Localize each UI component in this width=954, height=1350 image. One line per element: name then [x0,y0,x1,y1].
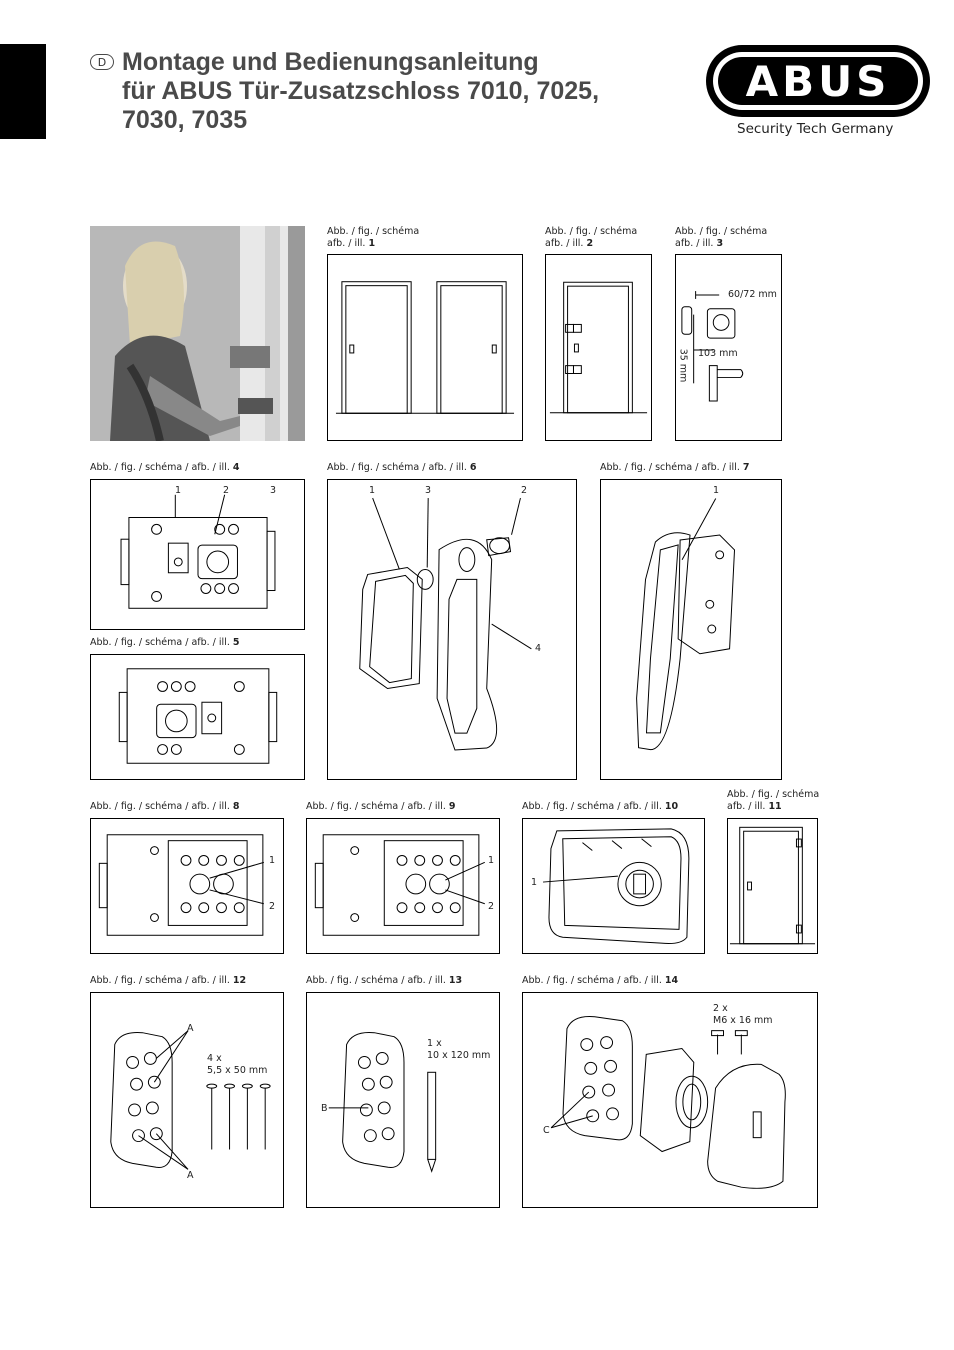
figure-2 [545,254,652,441]
title-line-3: 7030, 7035 [122,106,248,134]
title-line-1: Montage und Bedienungsanleitung [122,48,539,76]
fig6-label-2: 2 [521,485,528,496]
fig14-spec: M6 x 16 mm [713,1015,773,1026]
caption-fig-10: Abb. / fig. / schéma / afb. / ill. 10 [522,801,679,812]
caption-fig-7: Abb. / fig. / schéma / afb. / ill. 7 [600,462,750,473]
caption-fig-4: Abb. / fig. / schéma / afb. / ill. 4 [90,462,240,473]
fig10-label-1: 1 [531,877,538,888]
caption-fig-12: Abb. / fig. / schéma / afb. / ill. 12 [90,975,247,986]
caption-fig-2: Abb. / fig. / schéma afb. / ill. 2 [545,226,638,249]
caption-fig-1: Abb. / fig. / schéma afb. / ill. 1 [327,226,420,249]
caption-fig-13: Abb. / fig. / schéma / afb. / ill. 13 [306,975,463,986]
fig6-label-1: 1 [369,485,376,496]
figure-11 [727,818,818,954]
dim-depth-label: 103 mm [698,348,738,359]
caption-fig-11: Abb. / fig. / schéma afb. / ill. 11 [727,789,820,812]
caption-fig-6: Abb. / fig. / schéma / afb. / ill. 6 [327,462,477,473]
figure-7 [600,479,782,780]
figure-14 [522,992,818,1208]
fig8-label-2: 2 [269,901,276,912]
logo-text: ABUS [745,57,891,106]
fig12-qty: 4 x [207,1053,222,1064]
fig12-spec: 5,5 x 50 mm [207,1065,268,1076]
dim-width-label: 60/72 mm [728,289,777,300]
figure-9 [306,818,500,954]
figure-1 [327,254,523,441]
tagline: Security Tech Germany [737,121,894,137]
fig12-label-a-top: A [187,1023,194,1034]
figure-3 [675,254,782,441]
title-line-2: für ABUS Tür-Zusatzschloss 7010, 7025, [122,77,600,105]
abus-logo [705,44,931,118]
page-title [122,48,602,135]
fig14-qty: 2 x [713,1003,728,1014]
fig4-label-2: 2 [223,485,230,496]
fig14-label-c: C [543,1125,550,1136]
fig9-label-1: 1 [488,855,495,866]
figure-10 [522,818,705,954]
figure-4 [90,479,305,630]
language-tab-marker [0,44,46,139]
fig6-label-4: 4 [535,643,542,654]
fig6-label-3: 3 [425,485,432,496]
caption-fig-14: Abb. / fig. / schéma / afb. / ill. 14 [522,975,679,986]
figure-12 [90,992,284,1208]
figure-6 [327,479,577,780]
fig12-label-a-bottom: A [187,1170,194,1181]
fig13-label-b: B [321,1103,328,1114]
fig4-label-1: 1 [175,485,182,496]
fig9-label-2: 2 [488,901,495,912]
figure-5 [90,654,305,780]
figure-8 [90,818,284,954]
fig13-qty: 1 x [427,1038,442,1049]
caption-fig-8: Abb. / fig. / schéma / afb. / ill. 8 [90,801,240,812]
caption-fig-3: Abb. / fig. / schéma afb. / ill. 3 [675,226,768,249]
fig7-label-1: 1 [713,485,720,496]
dim-height-label: 35 mm [677,348,689,383]
fig13-spec: 10 x 120 mm [427,1050,491,1061]
caption-fig-9: Abb. / fig. / schéma / afb. / ill. 9 [306,801,456,812]
photo-woman-at-door [90,226,305,441]
fig8-label-1: 1 [269,855,276,866]
figure-13 [306,992,500,1208]
language-badge: D [90,54,114,70]
caption-fig-5: Abb. / fig. / schéma / afb. / ill. 5 [90,637,240,648]
fig4-label-3: 3 [270,485,277,496]
